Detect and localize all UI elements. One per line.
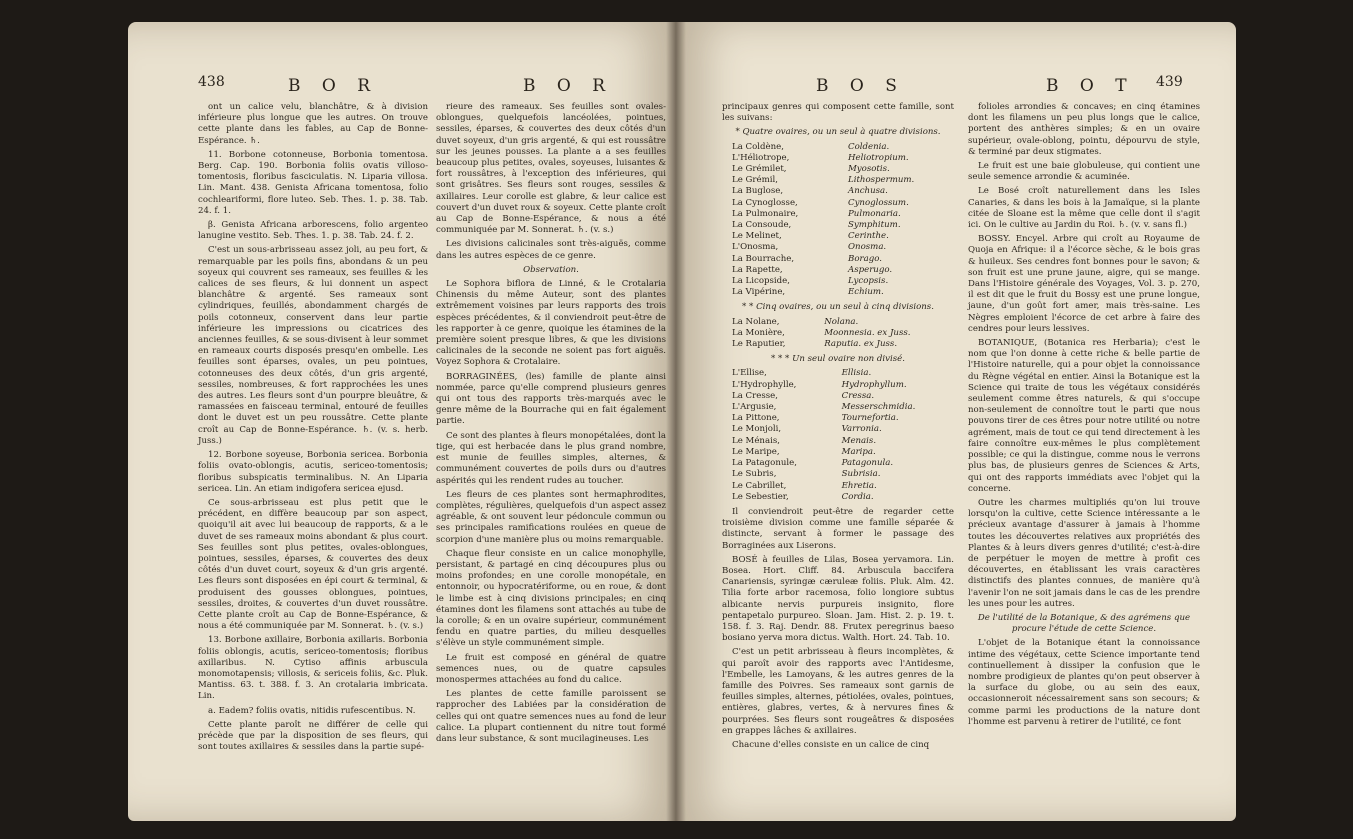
french-name: Le Grémilet, xyxy=(732,164,787,175)
latin-name: Pulmonaria. xyxy=(848,208,901,219)
genus-row xyxy=(722,276,954,287)
genus-row xyxy=(722,231,954,242)
latin-name: Anchusa. xyxy=(848,186,888,197)
genus-row xyxy=(722,164,954,175)
french-name: Le Subris, xyxy=(732,469,777,480)
french-name: L'Ellise, xyxy=(732,368,767,379)
genus-row xyxy=(722,413,954,424)
genus-row xyxy=(722,317,954,328)
genus-row xyxy=(722,436,954,447)
genus-row xyxy=(722,380,954,391)
observation-heading: Observation. xyxy=(523,264,579,275)
paragraph: Ce sous-arbrisseau est plus petit que le précédent, en diffère beaucoup par son aspect, quoiqu'il ait avec lui beaucoup de rapports, & a le duvet de ses rameaux moins abondant & plus court. Ses feuilles sont plus petites, ovales-oblongues, pointues, sessiles, éparses, & couvertes des deux côtés d'un duvet court, soyeux & d'un gris argenté. Les fleurs sont disposées en épi court & terminal, & produisent des gousses oblongues, pointues, sessiles, droites, & couvertes d'un duvet roussâtre. Cette plante croît au Cap de Bonne-Espérance, & nous a été communiquée par M. Sonnerat. ♄. (v. s.) xyxy=(198,497,428,632)
genus-row xyxy=(722,391,954,402)
right-page xyxy=(676,22,1236,821)
paragraph: Ce sont des plantes à fleurs monopétalées, dont la tige, qui est herbacée dans le plus grand nombre, est munie de feuilles simples, alternes, & communément couvertes de poils durs ou d'autres aspérités qui les rendent rudes au toucher. xyxy=(436,430,666,486)
paragraph: L'objet de la Botanique étant la connoissance intime des végétaux, cette Science importante tend continuellement à dissiper la confusion que le nombre prodigieux de plantes qu'on peut observer à la surface du globe, ou au sein des eaux, occasionneroit nécessairement sans son secours; & comme parmi les productions de la nature dont l'homme est parvenu à retirer de l'utilité, ce font xyxy=(968,638,1200,727)
french-name: La Monière, xyxy=(732,327,785,338)
french-name: L'Argusie, xyxy=(732,402,777,413)
genus-row xyxy=(722,209,954,220)
running-head-left-1: B O R xyxy=(288,76,379,96)
paragraph: 11. Borbone cotonneuse, Borbonia tomentosa. Berg. Cap. 190. Borbonia foliis ovatis villoso-tomentosis, floribus fasciculatis. N. Liparia villosa. Lin. Mant. 438. Genista Africana tomentosa, folio cochleariformi, flore luteo. Seb. Thes. 1. p. 38. Tab. 24. f. 1. xyxy=(198,149,428,216)
latin-name: Moonnesia. ex Juss. xyxy=(824,327,911,338)
latin-name: Symphitum. xyxy=(848,220,901,231)
genus-row xyxy=(722,339,954,350)
french-name: Le Melinet, xyxy=(732,231,782,242)
utility-heading: De l'utilité de la Botanique, & des agrémens que procure l'étude de cette Science. xyxy=(977,612,1191,635)
paragraph: ont un calice velu, blanchâtre, & à division inférieure plus longue que les autres. On trouve cette plante dans les fables, au Cap de Bonne-Espérance. ♄. xyxy=(198,102,428,146)
latin-name: Subrisia. xyxy=(841,469,881,480)
latin-name: Cerinthe. xyxy=(848,231,889,242)
section-1-title: * Quatre ovaires, ou un seul à quatre divisions. xyxy=(735,127,941,138)
french-name: Le Ménais, xyxy=(732,435,780,446)
paragraph: rieure des rameaux. Ses feuilles sont ovales-oblongues, quelquefois lancéolées, pointues, sessiles, éparses, & couvertes des deux côtés d'un duvet soyeux, d'un gris argenté, & qui est roussâtre sur les jeunes pousses. La plante a a ses feuilles beaucoup plus petites, ovales, soyeuses, luisantes & fort roussâtres, à l'exception des inférieures, qui sont grisâtres. Ses fleurs sont rouges, sessiles & axillaires. Leur corolle est glabre, & leur calice est couvert d'un duvet roux & soyeux. Cette plante croît au Cap de Bonne-Espérance, & nous a été communiquée par M. Sonnerat. ♄. (v. s.) xyxy=(436,102,666,236)
book-gutter xyxy=(666,22,686,821)
french-name: La Pulmonaire, xyxy=(732,208,799,219)
genus-row xyxy=(722,492,954,503)
latin-name: Tournefortia. xyxy=(841,413,899,424)
family-intro: principaux genres qui composent cette famille, sont les suivans: xyxy=(722,102,954,124)
latin-name: Cynoglossum. xyxy=(848,197,909,208)
genus-row xyxy=(722,481,954,492)
genus-row xyxy=(722,368,954,379)
genus-row xyxy=(722,198,954,209)
paragraph: β. Genista Africana arborescens, folio argenteo lanugine vestito. Seb. Thes. 1. p. 38. Tab. 24. f. 2. xyxy=(198,220,428,242)
latin-name: Menais. xyxy=(841,435,877,446)
genus-row xyxy=(722,424,954,435)
genus-row xyxy=(722,142,954,153)
genus-row xyxy=(722,254,954,265)
french-name: La Vipérine, xyxy=(732,287,786,298)
paragraph: C'est un sous-arbrisseau assez joli, au peu fort, & remarquable par les poils fins, abondans & un peu soyeux qui couvrent ses rameaux, ses feuilles & les calices de ses fleurs, & lui donnent un aspect blanchâtre & argenté. Ses rameaux sont cylindriques, feuillés, abondamment chargés de poils cotonneux, conservent dans leur partie inférieure les impressions ou cicatrices des anciennes feuilles, & se sous-divisent à leur sommet en rameaux courts disposés presqu'en ombelle. Les feuilles sont éparses, ovales, un peu pointues, cotonneuses des deux côtés, d'un gris argenté, sessiles, nombreuses, & fort rapprochées les unes des autres. Les fleurs sont d'un pourpre bleuâtre, & ramassées en faisceau terminal, entouré de feuilles dont le duvet est un peu roussâtre. Cette plante croît au Cap de Bonne-Espérance. ♄. (v. s. herb. Juss.) xyxy=(198,245,428,446)
page-number-left: 438 xyxy=(198,74,225,90)
genera-table-1 xyxy=(722,142,954,299)
genus-row xyxy=(722,447,954,458)
left-column-1 xyxy=(198,102,428,756)
latin-name: Heliotropium. xyxy=(848,152,909,163)
paragraph: Les divisions calicinales sont très-aiguës, comme dans les autres espèces de ce genre. xyxy=(436,239,666,261)
latin-name: Raputia. ex Juss. xyxy=(824,339,898,350)
latin-name: Onosma. xyxy=(848,242,887,253)
paragraph: BOSÉ à feuilles de Lilas, Bosea yervamora. Lin. Bosea. Hort. Cliff. 84. Arbuscula baccifera Canariensis, syringæ cæruleæ foliis. Pluk. Alm. 42. Tilia forte arbor racemosa, folio longiore subtus albicante nervis purpureis insignito, flore pentapetalo purpureo. Sloan. Jam. Hist. 2. p. 19. t. 158. f. 3. Raj. Dendr. 88. Frutex peregrinus baeso bosiano yerva mora dictus. Walth. Hort. 24. Tab. 10. xyxy=(722,554,954,644)
running-head-right-2: B O T xyxy=(1046,76,1135,96)
paragraph: BOSSY. Encyel. Arbre qui croît au Royaume de Quoja en Afrique: il a l'écorce sèche, & le bois gras & huileux. Ses cendres font bonnes pour le savon; & son fruit est une prune jaune, aigre, qui se mange. Dans l'Histoire générale des Voyages, Vol. 3. p. 270, il est dit que le fruit du Bossy est une prune longue, jaune, d'un goût fort amer, mais très-saine. Les Nègres emploient l'écorce de cet arbre à faire des cendres pour leurs lessives. xyxy=(968,234,1200,334)
genus-row xyxy=(722,265,954,276)
french-name: L'Héliotrope, xyxy=(732,152,790,163)
paragraph: Chaque fleur consiste en un calice monophylle, persistant, & partagé en cinq découpures plus ou moins profondes; en une corolle monopétale, en entonnoir, ou hypocratériforme, ou en roue, & dont le limbe est à cinq divisions principales; en cinq étamines dont les filamens sont attachés au tube de la corolle; & en un ovaire supérieur, communément fendu en quatre parties, du milieu desquelles s'élève un style communément simple. xyxy=(436,548,666,649)
latin-name: Myosotis. xyxy=(848,164,890,175)
french-name: La Licopside, xyxy=(732,276,790,287)
latin-name: Coldenia. xyxy=(848,141,890,152)
genus-row xyxy=(722,153,954,164)
running-head-right-1: B O S xyxy=(816,76,905,96)
paragraph: Chacune d'elles consiste en un calice de cinq xyxy=(732,739,930,750)
right-column-2 xyxy=(968,102,1200,731)
paragraph: Le fruit est composé en général de quatre semences nues, ou de quatre capsules monospermes attachées au fond du calice. xyxy=(436,652,666,685)
latin-name: Ehretia. xyxy=(841,480,877,491)
genera-table-3 xyxy=(722,368,954,502)
latin-name: Ellisia. xyxy=(841,368,872,379)
genus-row xyxy=(722,186,954,197)
section-2-title: * * Cinq ovaires, ou un seul à cinq divisions. xyxy=(742,302,934,313)
genus-row xyxy=(722,287,954,298)
french-name: La Consoude, xyxy=(732,220,792,231)
latin-name: Lithospermum. xyxy=(848,175,915,186)
latin-name: Borago. xyxy=(848,253,882,264)
genus-row xyxy=(722,469,954,480)
genus-row xyxy=(722,175,954,186)
latin-name: Asperugo. xyxy=(848,264,893,275)
french-name: Le Monjoli, xyxy=(732,424,782,435)
genus-row xyxy=(722,402,954,413)
latin-name: Cordia. xyxy=(841,491,874,502)
genus-row xyxy=(722,458,954,469)
french-name: La Buglose, xyxy=(732,186,784,197)
paragraph: BORRAGINÉES, (les) famille de plante ainsi nommée, parce qu'elle comprend plusieurs genres qui ont tous des rapports très-marqués avec le genre même de la Bourrache qui en fait également partie. xyxy=(436,371,666,427)
paragraph: Le Bosé croît naturellement dans les Isles Canaries, & dans les bois à la Jamaïque, si la plante citée de Sloane est la même que celle dont il s'agit ici. On le cultive au Jardin du Roi. ♄. (v. v. sans fl.) xyxy=(968,186,1200,231)
latin-name: Messerschmidia. xyxy=(841,402,916,413)
paragraph: BOTANIQUE, (Botanica res Herbaria); c'est le nom que l'on donne à cette riche & belle partie de l'Histoire naturelle, qui a pour objet la connoissance du Règne végétal en entier. Ainsi la Botanique est la Science qui traite de tous les végétaux considérés seulement comme êtres naturels, & qui s'occupe non-seulement de connoître tout le parti que nous pouvons tirer de ces êtres pour notre utilité ou notre agrément, mais de tout ce qui tend directement à les faire connoître eux-mêmes le plus complètement possible; ce qui la distingue, comme nous le verrons plus bas, de plusieurs genres de Sciences & Arts, qui ont des rapports immédiats avec l'objet qui la concerne. xyxy=(968,338,1200,494)
latin-name: Nolana. xyxy=(824,316,859,327)
paragraph: Les fleurs de ces plantes sont hermaphrodites, complètes, régulières, quelquefois d'un aspect assez agréable, & ont souvent leur pédoncule commun ou ses principales ramifications roulées en queue de scorpion d'une manière plus ou moins remarquable. xyxy=(436,489,666,545)
genus-row xyxy=(722,328,954,339)
paragraph: Il conviendroit peut-être de regarder cette troisième division comme une famille séparée & distincte, servant à former le passage des Borraginées aux Liserons. xyxy=(722,506,954,551)
french-name: La Bourrache, xyxy=(732,253,795,264)
french-name: La Cynoglosse, xyxy=(732,197,798,208)
paragraph: Les plantes de cette famille paroissent se rapprocher des Labiées par la considération de celles qui ont quatre semences nues au fond de leur calice. La plupart contiennent du nitre tout formé dans leur substance, & sont mucilagineuses. Les xyxy=(436,689,666,744)
french-name: Le Cabrillet, xyxy=(732,480,787,491)
latin-name: Lycopsis. xyxy=(848,276,889,287)
french-name: La Patagonule, xyxy=(732,458,797,469)
french-name: La Coldène, xyxy=(732,141,784,152)
paragraph: C'est un petit arbrisseau à fleurs incomplètes, & qui paroît avoir des rapports avec l'Antidesme, l'Embelle, les Lamoyans, & les autres genres de la famille des Poivres. Ses rameaux sont garnis de feuilles simples, alternes, pétiolées, ovales, pointues, entières, glabres, vertes, & à nervures fines & pourprées. Ses fleurs sont rougeâtres & disposées en grappes lâches & axillaires. xyxy=(722,647,954,736)
latin-name: Cressa. xyxy=(841,390,875,401)
french-name: La Rapette, xyxy=(732,264,783,275)
french-name: Le Maripe, xyxy=(732,446,780,457)
latin-name: Patagonula. xyxy=(841,458,894,469)
paragraph: a. Eadem? foliis ovatis, nitidis rufescentibus. N. xyxy=(208,705,416,716)
genus-row xyxy=(722,242,954,253)
section-3-title: * * * Un seul ovaire non divisé. xyxy=(771,354,905,365)
right-column-1 xyxy=(722,102,954,754)
french-name: Le Sebestier, xyxy=(732,491,789,502)
paragraph: Outre les charmes multipliés qu'on lui trouve lorsqu'on la cultive, cette Science intéressante a le précieux avantage d'assurer à jamais à l'homme toutes les découvertes relatives aux propriétés des Plantes & à leurs divers genres d'utilité; c'est-à-dire de perpétuer le moyen de mettre à profit ces découvertes, en établissant les vrais caractères distinctifs des plantes connues, de manière qu'à l'avenir l'on ne soit jamais dans le cas de les prendre les unes pour les autres. xyxy=(968,497,1200,609)
french-name: Le Raputier, xyxy=(732,339,786,350)
left-column-2 xyxy=(436,102,666,748)
paragraph: Le fruit est une baie globuleuse, qui contient une seule semence arrondie & acuminée. xyxy=(968,161,1200,183)
left-page xyxy=(128,22,676,821)
running-head-left-2: B O R xyxy=(523,76,614,96)
french-name: Le Grémil, xyxy=(732,175,778,186)
paragraph: 13. Borbone axillaire, Borbonia axillaris. Borbonia foliis oblongis, acutis, sericeo-tomentosis; floribus axillaribus. N. Cytiso affinis arbuscula monomotapensis; villosis, & sericeis foliis, &c. Pluk. Mantiss. 63. t. 388. f. 3. An crotalaria imbricata. Lin. xyxy=(198,635,428,702)
paragraph: Le Sophora biflora de Linné, & le Crotalaria Chinensis du même Auteur, sont des plantes extrêmement voisines par leurs rapports des trois espèces précédentes, & il conviendroit peut-être de les rapporter à ce genre, quoique les étamines de la première soient presque libres, & que les divisions calicinales de la seconde ne soient pas fort aiguës. Voyez Sophora & Crotalaire. xyxy=(436,279,666,368)
french-name: La Pittone, xyxy=(732,413,780,424)
latin-name: Echium. xyxy=(848,287,884,298)
french-name: La Nolane, xyxy=(732,316,780,327)
latin-name: Maripa. xyxy=(841,446,876,457)
paragraph: Cette plante paroît ne différer de celle qui précède que par la disposition de ses fleurs, qui sont toutes axillaires & sessiles dans la partie supé- xyxy=(198,719,428,753)
paragraph: 12. Borbone soyeuse, Borbonia sericea. Borbonia foliis ovato-oblongis, acutis, sericeo-tomentosis; floribus subspicatis terminalibus. N. An Liparia sericea. Lin. An etiam indigofera sericea ejusd. xyxy=(198,450,428,494)
french-name: L'Onosma, xyxy=(732,242,779,253)
latin-name: Varronia. xyxy=(841,424,882,435)
french-name: L'Hydrophylle, xyxy=(732,379,797,390)
french-name: La Cresse, xyxy=(732,390,778,401)
genus-row xyxy=(722,220,954,231)
latin-name: Hydrophyllum. xyxy=(841,379,907,390)
genera-table-2 xyxy=(722,317,954,351)
paragraph: folioles arrondies & concaves; en cinq étamines dont les filamens un peu plus longs que le calice, portent des anthères simples; & en un ovaire supérieur, ovale-oblong, pointu, dépourvu de style, & terminé par deux stigmates. xyxy=(968,102,1200,157)
page-number-right: 439 xyxy=(1156,74,1183,90)
